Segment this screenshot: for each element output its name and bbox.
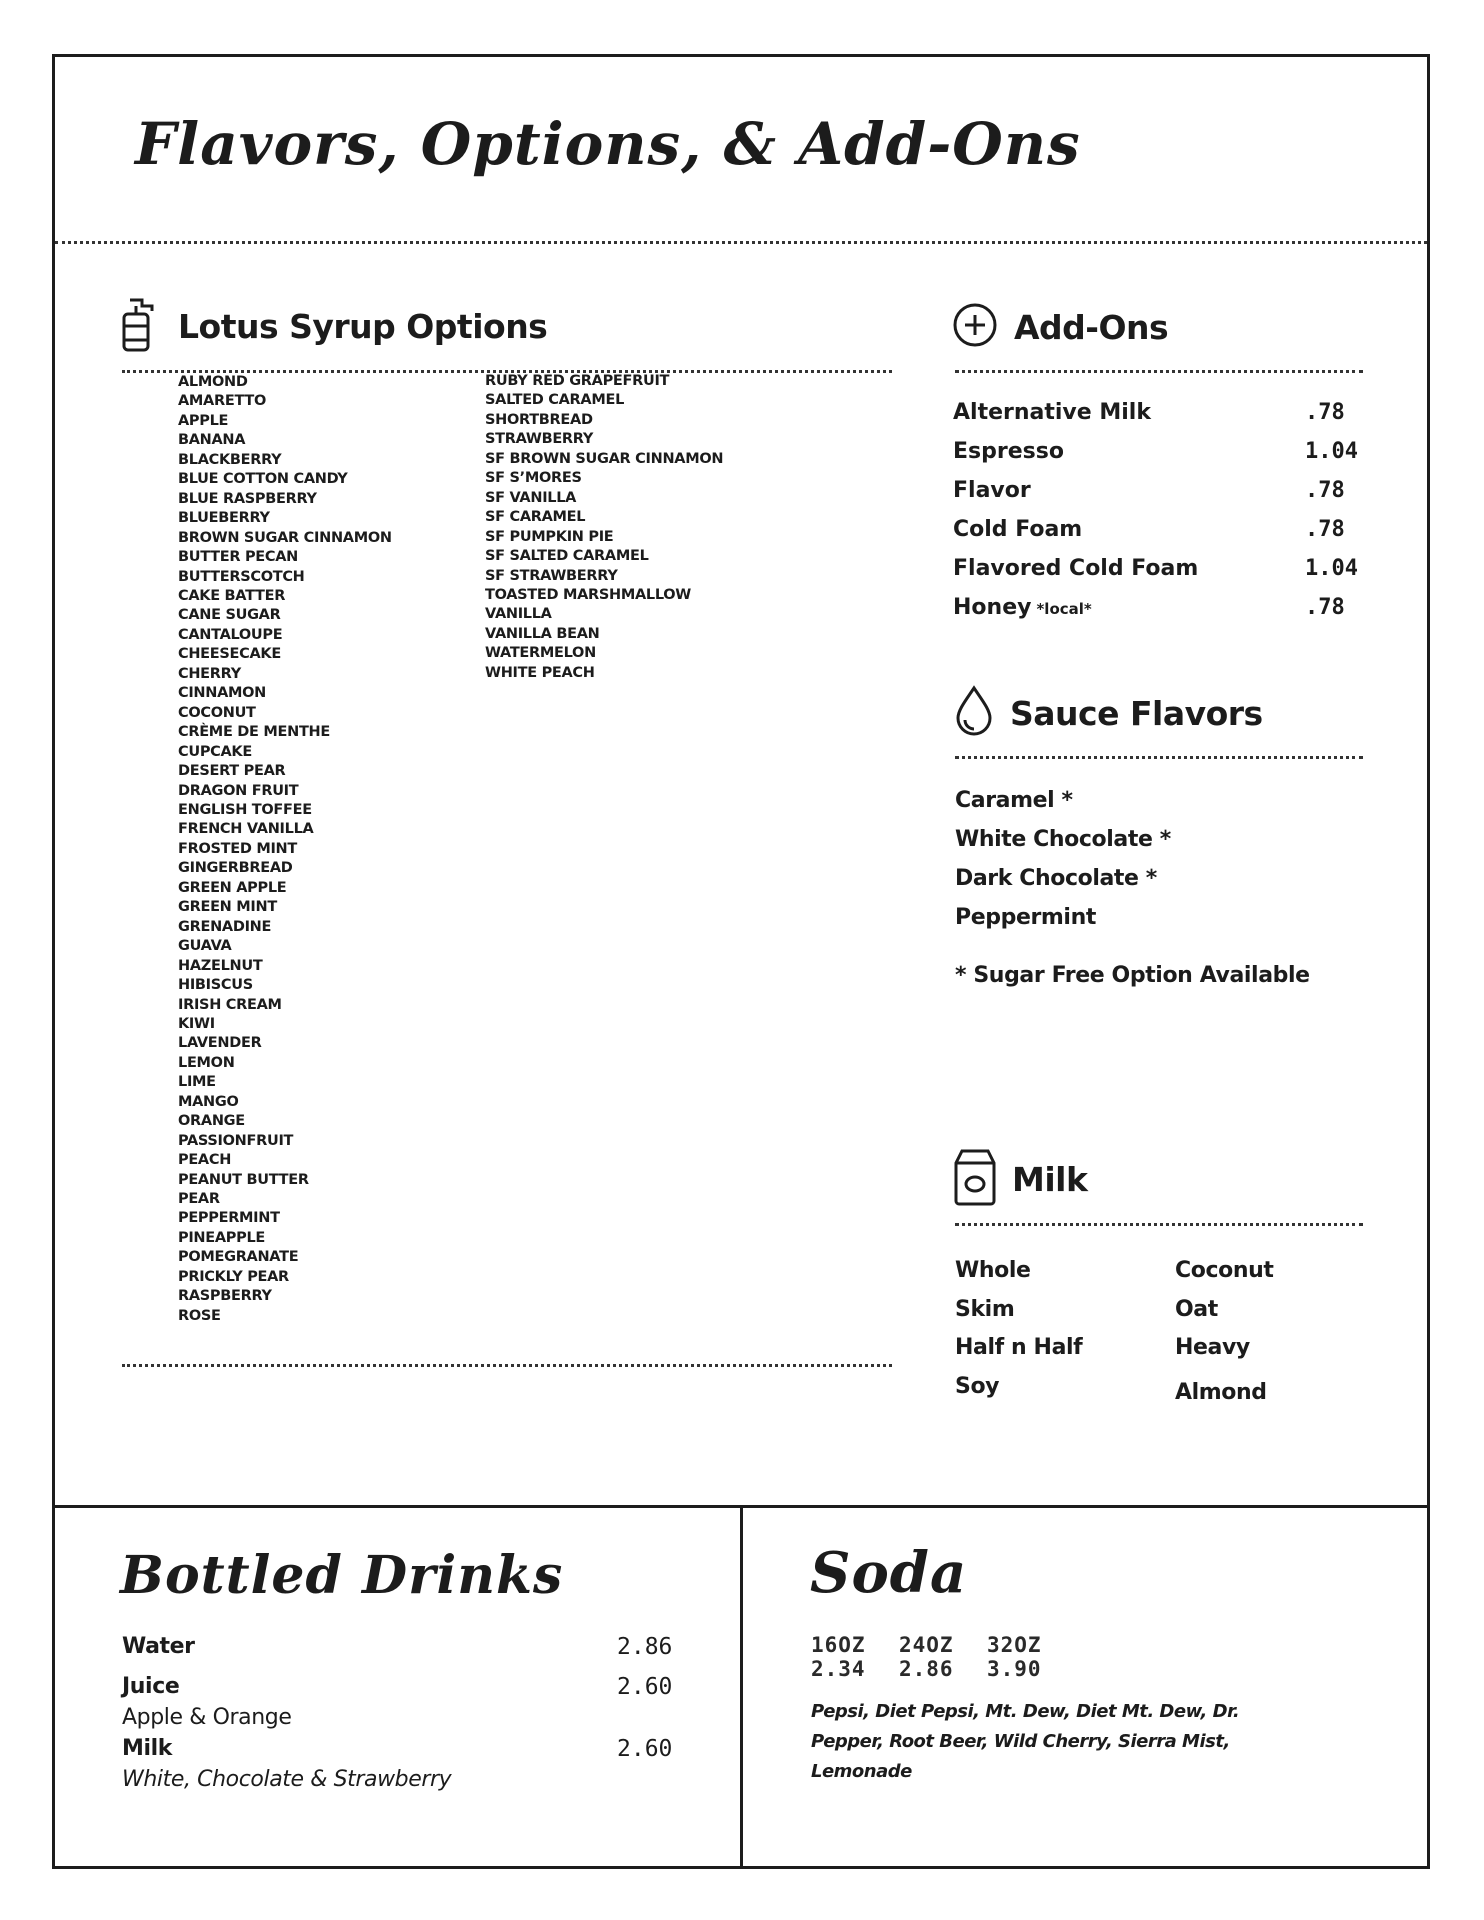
page-title: Flavors, Options, & Add-Ons [135,110,1081,178]
soda-size-grid [811,1633,1075,1681]
syrup-flavor: SALTED CARAMEL [485,392,625,409]
syrup-flavor: IRISH CREAM [178,996,282,1013]
milk-item: Almond [1175,1380,1267,1405]
syrup-flavor: FROSTED MINT [178,840,297,857]
syrup-flavor: PINEAPPLE [178,1229,265,1246]
syrup-heading-label: Lotus Syrup Options [178,307,548,346]
soda-size: 24OZ [899,1633,954,1657]
addon-name: Flavored Cold Foam [953,556,1199,581]
milk-item: Coconut [1175,1258,1274,1283]
addon-row [953,439,1363,478]
sauce-item: Dark Chocolate * [955,866,1157,891]
syrup-flavor: ENGLISH TOFFEE [178,801,312,818]
syrup-flavor: COCONUT [178,704,256,721]
syrup-flavor: CHEESECAKE [178,646,281,663]
syrup-column-2 [485,372,723,683]
bottled-item-name: Water [122,1634,195,1659]
syrup-flavor: GREEN MINT [178,899,277,916]
syrup-flavor: PEAR [178,1191,220,1208]
syrup-flavor: PRICKLY PEAR [178,1268,289,1285]
soda-price: 3.90 [987,1657,1042,1681]
milk-item: Heavy [1175,1335,1250,1360]
syrup-flavor: GINGERBREAD [178,860,293,877]
addon-name: Espresso [953,439,1064,464]
syrup-flavor: WHITE PEACH [485,664,595,681]
milk-item: Skim [955,1297,1015,1322]
bottom-vertical-divider [740,1505,743,1869]
syrup-flavor: CANE SUGAR [178,607,281,624]
bottled-item-sub: White, Chocolate & Strawberry [122,1767,452,1792]
bottled-item-price: 2.60 [617,1674,673,1700]
syrup-flavor: CAKE BATTER [178,587,286,604]
syrup-flavor: SF STRAWBERRY [485,567,618,584]
syrup-flavor: GREEN APPLE [178,879,287,896]
milk-item: Oat [1175,1297,1218,1322]
syrup-flavor: LAVENDER [178,1035,262,1052]
syrup-flavor: SF CARAMEL [485,509,586,526]
title-divider [55,241,1427,244]
sauce-footnote: * Sugar Free Option Available [955,963,1310,988]
addon-name: Cold Foam [953,517,1083,542]
soda-brands: Pepsi, Diet Pepsi, Mt. Dew, Diet Mt. Dew, Dr. Pepper, Root Beer, Wild Cherry, Sierra Mist, Lemonade [811,1701,1240,1782]
syrup-flavor: GUAVA [178,938,232,955]
milk-item: Half n Half [955,1335,1083,1360]
pump-bottle-icon [120,296,160,357]
syrup-flavor: KIWI [178,1015,215,1032]
syrup-flavor: SF PUMPKIN PIE [485,528,614,545]
bottled-item-price: 2.86 [617,1634,673,1660]
syrup-flavor: SF SALTED CARAMEL [485,548,649,565]
addon-name: Flavor [953,478,1031,503]
syrup-flavor: BLACKBERRY [178,451,282,468]
syrup-flavor: GRENADINE [178,918,272,935]
bottled-heading: Bottled Drinks [120,1545,564,1606]
milk-item: Whole [955,1258,1031,1283]
milk-heading [952,1148,1087,1211]
syrup-flavor: PEANUT BUTTER [178,1171,309,1188]
bottled-item-price: 2.60 [617,1736,673,1762]
syrup-flavor: SF VANILLA [485,489,577,506]
syrup-flavor: TOASTED MARSHMALLOW [485,586,692,603]
addon-note: *local* [1036,600,1092,618]
addon-price: .78 [1305,595,1345,620]
syrup-flavor: APPLE [178,412,229,429]
syrup-flavor: ROSE [178,1307,221,1324]
syrup-flavor: AMARETTO [178,393,266,410]
addon-price: .78 [1305,517,1345,542]
syrup-flavor: FRENCH VANILLA [178,821,314,838]
syrup-bottom-divider [122,1364,892,1367]
bottled-item-sub: Apple & Orange [122,1705,292,1730]
syrup-flavor: POMEGRANATE [178,1249,299,1266]
addon-row [953,517,1363,556]
addon-price: 1.04 [1305,556,1358,581]
syrup-flavor: RUBY RED GRAPEFRUIT [485,373,670,389]
addon-name: Honey [953,595,1032,620]
syrup-flavor: BLUE RASPBERRY [178,490,317,507]
syrup-flavor: CUPCAKE [178,743,252,760]
addon-name: Alternative Milk [953,400,1151,425]
soda-price: 2.86 [899,1657,954,1681]
addon-row [953,400,1363,439]
addon-row [953,478,1363,517]
milk-carton-icon [952,1148,998,1211]
syrup-flavor: ORANGE [178,1113,245,1130]
syrup-flavor: BLUEBERRY [178,510,270,527]
syrup-flavor: HIBISCUS [178,977,253,994]
soda-size: 32OZ [987,1633,1042,1657]
syrup-flavor: BUTTER PECAN [178,549,298,566]
addon-row [953,556,1363,595]
soda-size: 16OZ [811,1633,866,1657]
syrup-flavor: WATERMELON [485,645,596,662]
plus-circle-icon [952,302,998,353]
addons-heading-label: Add-Ons [1014,308,1169,347]
bottled-item-name: Milk [122,1736,173,1761]
syrup-flavor: ALMOND [178,374,248,390]
syrup-column-1 [178,373,392,1326]
syrup-flavor: BUTTERSCOTCH [178,568,305,585]
syrup-flavor: MANGO [178,1093,239,1110]
addons-heading [952,302,1168,353]
addon-row [953,595,1363,634]
sauce-item: White Chocolate * [955,827,1171,852]
syrup-flavor: CRÈME DE MENTHE [178,724,330,741]
syrup-flavor: PEPPERMINT [178,1210,280,1227]
syrup-flavor: CANTALOUPE [178,626,283,643]
syrup-flavor: DESERT PEAR [178,763,286,780]
syrup-flavor: LEMON [178,1054,235,1071]
syrup-flavor: BROWN SUGAR CINNAMON [178,529,392,546]
syrup-flavor: DRAGON FRUIT [178,782,299,799]
sauce-heading [952,684,1263,743]
syrup-flavor: SF BROWN SUGAR CINNAMON [485,450,724,467]
bottled-item-name: Juice [122,1674,180,1699]
syrup-heading [120,296,547,357]
syrup-flavor: RASPBERRY [178,1288,272,1305]
syrup-flavor: HAZELNUT [178,957,263,974]
syrup-flavor: BANANA [178,432,246,449]
syrup-flavor: VANILLA BEAN [485,625,600,642]
syrup-flavor: VANILLA [485,606,552,623]
addon-price: 1.04 [1305,439,1358,464]
soda-heading: Soda [810,1540,968,1606]
syrup-flavor: CHERRY [178,665,241,682]
sauce-divider [955,756,1363,759]
syrup-flavor: CINNAMON [178,685,267,702]
syrup-flavor: BLUE COTTON CANDY [178,471,348,488]
syrup-flavor: PASSIONFRUIT [178,1132,294,1149]
syrup-flavor: SF S’MORES [485,470,582,487]
sauce-item: Caramel * [955,788,1073,813]
addon-price: .78 [1305,478,1345,503]
syrup-flavor: PEACH [178,1152,232,1169]
addons-divider [955,370,1363,373]
milk-heading-label: Milk [1012,1160,1088,1199]
droplet-icon [952,684,996,743]
syrup-flavor: STRAWBERRY [485,431,594,448]
sauce-item: Peppermint [955,905,1096,930]
milk-item: Soy [955,1374,1000,1399]
syrup-flavor: SHORTBREAD [485,411,593,428]
addon-price: .78 [1305,400,1345,425]
milk-divider [955,1223,1363,1226]
syrup-flavor: LIME [178,1074,216,1091]
sauce-heading-label: Sauce Flavors [1010,694,1263,733]
soda-price: 2.34 [811,1657,866,1681]
